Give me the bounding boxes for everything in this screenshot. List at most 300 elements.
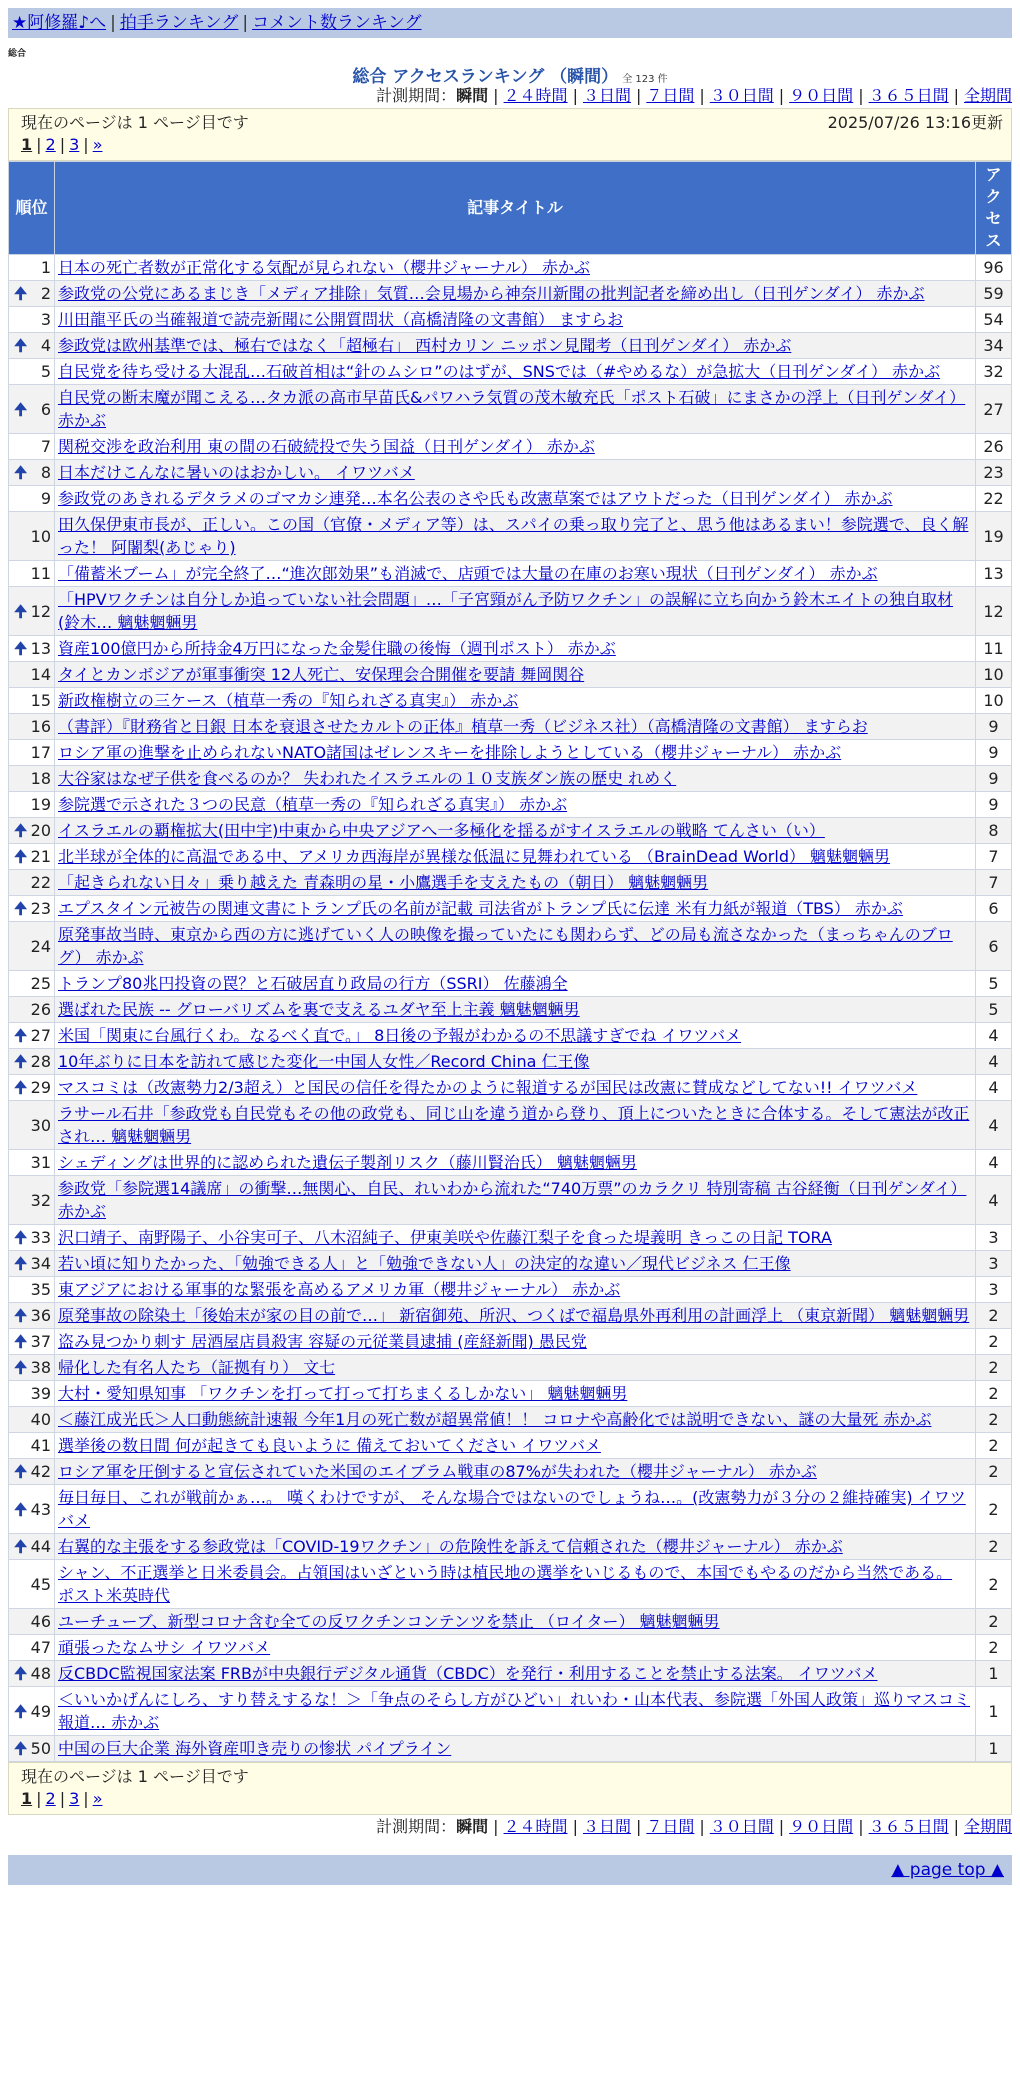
table-row xyxy=(9,792,1012,818)
rank-up-arrow-icon: 🠉 xyxy=(14,1739,28,1758)
rank-cell xyxy=(9,434,55,460)
page-info-text: 現在のページは 1 ページ目です xyxy=(21,113,249,132)
page-separator: | xyxy=(59,1789,66,1808)
rank-up-arrow-icon: 🠉 xyxy=(14,899,28,918)
table-row xyxy=(9,1485,1012,1534)
period-separator: | xyxy=(572,86,578,105)
access-count: 9 xyxy=(976,792,1012,818)
table-row xyxy=(9,486,1012,512)
rank-cell xyxy=(9,587,55,636)
rank-number: 16 xyxy=(30,717,51,736)
rank-number: 17 xyxy=(30,743,51,762)
article-title-link[interactable]: 自民党を待ち受ける大混乱…石破首相は“針のムシロ”のはずが、SNSでは（#やめるな）が急拡大（日刊ゲンダイ） 赤かぶ xyxy=(58,362,941,381)
table-row xyxy=(9,1560,1012,1609)
rank-up-arrow-icon: 🠉 xyxy=(14,1537,28,1556)
rank-number: 44 xyxy=(30,1537,51,1556)
title-cell xyxy=(55,1635,976,1661)
article-title-link[interactable]: エプスタイン元被告の関連文書にトランプ氏の名前が記載 司法省がトランプ氏に伝達 米有力紙が報道（TBS） 赤かぶ xyxy=(58,899,903,918)
rank-up-arrow-icon: 🠉 xyxy=(14,1026,28,1045)
article-title-link[interactable]: 頑張ったなムサシ イワツバメ xyxy=(58,1638,271,1657)
access-count: 2 xyxy=(976,1635,1012,1661)
rank-number: 33 xyxy=(30,1228,51,1247)
period-link-6[interactable]: ３６５日間 xyxy=(868,86,949,105)
period-link-1[interactable]: ２４時間 xyxy=(503,86,568,105)
title-cell xyxy=(55,1661,976,1687)
period-link-7[interactable]: 全期間 xyxy=(963,86,1012,105)
rank-cell xyxy=(9,870,55,896)
table-row xyxy=(9,1661,1012,1687)
access-count: 9 xyxy=(976,740,1012,766)
period-link-4[interactable]: ３０日間 xyxy=(709,1817,774,1836)
article-title-link[interactable]: マスコミは（改憲勢力2/3超え）と国民の信任を得たかのように報道するが国民は改憲に賛成などしてない!! イワツバメ xyxy=(58,1078,918,1097)
title-cell xyxy=(55,714,976,740)
rank-number: 4 xyxy=(40,336,51,355)
access-count: 54 xyxy=(976,307,1012,333)
total-count: 全 123 件 xyxy=(622,74,668,85)
title-cell xyxy=(55,688,976,714)
pagination-box-bottom xyxy=(8,1762,1012,1815)
period-link-4[interactable]: ３０日間 xyxy=(709,86,774,105)
period-separator: | xyxy=(953,1817,959,1836)
page-link-1[interactable]: 2 xyxy=(45,1789,56,1808)
rank-up-arrow-icon: 🠉 xyxy=(14,1228,28,1247)
rank-up-arrow-icon: 🠉 xyxy=(14,1499,28,1519)
period-current: 瞬間 xyxy=(456,1817,489,1836)
rank-cell xyxy=(9,333,55,359)
access-count: 27 xyxy=(976,385,1012,434)
title-cell xyxy=(55,971,976,997)
title-cell xyxy=(55,1150,976,1176)
access-count: 2 xyxy=(976,1381,1012,1407)
article-title-link[interactable]: 米国「関東に台風行くわ。なるべく直で。」 8日後の予報がわかるの不思議すぎでね イワツバメ xyxy=(58,1026,742,1045)
rank-cell xyxy=(9,1661,55,1687)
rank-cell xyxy=(9,1225,55,1251)
article-title-link[interactable]: 参政党は欧州基準では、極右ではなく「超極右」 西村カリン ニッポン見聞考（日刊ゲンダイ） 赤かぶ xyxy=(58,336,792,355)
rank-number: 26 xyxy=(30,1000,51,1019)
access-count: 7 xyxy=(976,844,1012,870)
rank-up-arrow-icon: 🠉 xyxy=(14,1332,28,1351)
title-cell xyxy=(55,359,976,385)
access-count: 1 xyxy=(976,1736,1012,1762)
period-link-7[interactable]: 全期間 xyxy=(963,1817,1012,1836)
article-title-link[interactable]: 参院選で示された３つの民意（植草一秀の『知られざる真実』） 赤かぶ xyxy=(58,795,568,814)
access-count: 23 xyxy=(976,460,1012,486)
access-count: 9 xyxy=(976,714,1012,740)
table-row xyxy=(9,1433,1012,1459)
access-count: 5 xyxy=(976,997,1012,1023)
rank-number: 8 xyxy=(40,463,51,482)
access-count: 1 xyxy=(976,1687,1012,1736)
rank-number: 36 xyxy=(30,1306,51,1325)
rank-cell xyxy=(9,1736,55,1762)
period-link-3[interactable]: ７日間 xyxy=(646,86,695,105)
rank-number: 23 xyxy=(30,899,51,918)
rank-up-arrow-icon: 🠉 xyxy=(14,1462,28,1481)
title-cell xyxy=(55,1176,976,1225)
table-row xyxy=(9,307,1012,333)
period-current: 瞬間 xyxy=(456,86,489,105)
period-link-3[interactable]: ７日間 xyxy=(646,1817,695,1836)
table-row xyxy=(9,1251,1012,1277)
access-count: 34 xyxy=(976,333,1012,359)
article-title-link[interactable]: ＜いいかげんにしろ、すり替えするな！＞「争点のそらし方がひどい」れいわ・山本代表、参院選「外国人政策」巡りマスコミ報道… 赤かぶ xyxy=(58,1690,971,1732)
table-row xyxy=(9,1303,1012,1329)
period-link-2[interactable]: ３日間 xyxy=(582,1817,631,1836)
rank-cell xyxy=(9,740,55,766)
period-separator: | xyxy=(778,86,785,105)
title-cell xyxy=(55,1277,976,1303)
period-separator: | xyxy=(635,86,642,105)
article-title-link[interactable]: ロシア軍を圧倒すると宣伝されていた米国のエイブラム戦車の87%が失われた（櫻井ジャーナル） 赤かぶ xyxy=(58,1462,817,1481)
access-count: 3 xyxy=(976,1225,1012,1251)
access-count: 2 xyxy=(976,1329,1012,1355)
table-row xyxy=(9,359,1012,385)
article-title-link[interactable]: ラサール石井「参政党も自民党もその他の政党も、同じ山を違う道から登り、頂上についたときに合体する。そして憲法が改正され… 魑魅魍魎男 xyxy=(58,1104,970,1146)
table-row xyxy=(9,662,1012,688)
table-row xyxy=(9,512,1012,561)
title-cell xyxy=(55,792,976,818)
period-separator: | xyxy=(493,86,499,105)
period-label: 計測期間： xyxy=(376,1817,457,1836)
table-row xyxy=(9,1736,1012,1762)
rank-cell xyxy=(9,1560,55,1609)
rank-number: 11 xyxy=(30,564,51,583)
article-title-link[interactable]: 川田龍平氏の当確報道で読売新聞に公開質問状（高橋清隆の文書館） ますらお xyxy=(58,310,624,329)
article-title-link[interactable]: 「備蓄米ブーム」が完全終了…“進次郎効果”も消滅で、店頭では大量の在庫のお寒い現状（日刊ゲンダイ） 赤かぶ xyxy=(58,564,878,583)
page-current: 1 xyxy=(21,1789,33,1808)
access-count: 96 xyxy=(976,255,1012,281)
access-count: 6 xyxy=(976,922,1012,971)
rank-cell xyxy=(9,792,55,818)
article-title-link[interactable]: 原発事故の除染土「後始末が家の目の前で…」 新宿御苑、所沢、つくばで福島県外再利用の計画浮上 （東京新聞） 魑魅魍魎男 xyxy=(58,1306,970,1325)
ranking-table xyxy=(8,161,1012,1762)
table-row xyxy=(9,766,1012,792)
table-row xyxy=(9,1407,1012,1433)
rank-up-arrow-icon: 🠉 xyxy=(14,1052,28,1071)
rank-up-arrow-icon: 🠉 xyxy=(14,847,28,866)
table-row xyxy=(9,1101,1012,1150)
rank-cell xyxy=(9,1023,55,1049)
rank-number: 31 xyxy=(30,1153,51,1172)
period-separator: | xyxy=(493,1817,499,1836)
access-count: 9 xyxy=(976,766,1012,792)
period-link-1[interactable]: ２４時間 xyxy=(503,1817,568,1836)
period-separator: | xyxy=(953,86,959,105)
article-title-link[interactable]: 原発事故当時、東京から西の方に逃げていく人の映像を撮っていたにも関わらず、どの局も流さなかった（まっちゃんのブログ） 赤かぶ xyxy=(58,925,953,967)
title-cell xyxy=(55,385,976,434)
nav-separator: | xyxy=(242,13,249,33)
title-cell xyxy=(55,740,976,766)
article-title-link[interactable]: 毎日毎日、これが戦前かぁ…。 嘆くわけですが、 そんな場合ではないのでしょうね…。(改憲勢力が３分の２維持確実) イワツバメ xyxy=(58,1488,966,1530)
access-count: 13 xyxy=(976,561,1012,587)
article-title-link[interactable]: 北半球が全体的に高温である中、アメリカ西海岸が異様な低温に見舞われている （BrainDead World） 魑魅魍魎男 xyxy=(58,847,891,866)
page-separator: | xyxy=(36,1789,42,1808)
rank-cell xyxy=(9,1407,55,1433)
article-title-link[interactable]: 日本だけこんなに暑いのはおかしい。 イワツバメ xyxy=(58,463,415,482)
access-count: 3 xyxy=(976,1251,1012,1277)
rank-cell xyxy=(9,561,55,587)
article-title-link[interactable]: トランプ80兆円投資の罠？と石破居直り政局の行方（SSRI） 佐藤鴻全 xyxy=(58,974,568,993)
article-title-link[interactable]: （書評）『財務省と日銀 日本を衰退させたカルトの正体』植草一秀（ビジネス社）（高橋清隆の文書館） ますらお xyxy=(58,717,868,736)
table-row xyxy=(9,561,1012,587)
rank-cell xyxy=(9,1609,55,1635)
rank-up-arrow-icon: 🠉 xyxy=(14,1664,28,1683)
rank-number: 34 xyxy=(30,1254,51,1273)
article-title-link[interactable]: 選ばれた民族 -- グローバリズムを裏で支えるユダヤ至上主義 魑魅魍魎男 xyxy=(58,1000,580,1019)
table-row xyxy=(9,971,1012,997)
table-row xyxy=(9,714,1012,740)
article-title-link[interactable]: ロシア軍の進撃を止められないNATO諸国はゼレンスキーを排除しようとしている（櫻井ジャーナル） 赤かぶ xyxy=(58,743,842,762)
article-title-link[interactable]: 田久保伊東市長が、正しい。この国（官僚・メディア等）は、スパイの乗っ取り完了と、思う他はあるまい！参院選で、良く解った！ 阿闍梨(あじゃり) xyxy=(58,515,969,557)
rank-number: 12 xyxy=(30,601,51,621)
rank-number: 41 xyxy=(30,1436,51,1455)
asyura-home-link[interactable]: ★阿修羅♪へ xyxy=(12,13,107,33)
table-row xyxy=(9,1534,1012,1560)
article-title-link[interactable]: 若い頃に知りたかった、「勉強できる人」と「勉強できない人」の決定的な違い／現代ビジネス 仁王像 xyxy=(58,1254,791,1273)
rank-cell xyxy=(9,662,55,688)
article-title-link[interactable]: 大村・愛知県知事 「ワクチンを打って打って打ちまくるしかない」 魑魅魍魎男 xyxy=(58,1384,628,1403)
title-cell xyxy=(55,587,976,636)
article-title-link[interactable]: ＜藤江成光氏＞人口動態統計速報 今年1月の死亡数が超異常値！！ コロナや高齢化では説明できない、謎の大量死 赤かぶ xyxy=(58,1410,932,1429)
article-title-link[interactable]: 参政党「参院選14議席」の衝撃…無関心、自民、れいわから流れた“740万票”のカラクリ 特別寄稿 古谷経衡（日刊ゲンダイ） 赤かぶ xyxy=(58,1179,967,1221)
table-row xyxy=(9,1075,1012,1101)
article-title-link[interactable]: 沢口靖子、南野陽子、小谷実可子、八木沼純子、伊東美咲や佐藤江梨子を食った堤義明 きっこの日記 TORA xyxy=(58,1228,832,1247)
clap-ranking-link[interactable]: 拍手ランキング xyxy=(119,13,239,33)
rank-number: 14 xyxy=(30,665,51,684)
article-title-link[interactable]: 反CBDC監視国家法案 FRBが中央銀行デジタル通貨（CBDC）を発行・利用することを禁止する法案。 イワツバメ xyxy=(58,1664,878,1683)
page-info-line xyxy=(21,112,1003,134)
rank-cell xyxy=(9,714,55,740)
table-row xyxy=(9,1381,1012,1407)
rank-cell xyxy=(9,255,55,281)
page-link-3[interactable]: » xyxy=(92,135,103,154)
rank-number: 22 xyxy=(30,873,51,892)
article-title-link[interactable]: 関税交渉を政治利用 東の間の石破続投で失う国益（日刊ゲンダイ） 赤かぶ xyxy=(58,437,595,456)
rank-up-arrow-icon: 🠉 xyxy=(14,1254,28,1273)
article-title-link[interactable]: ユーチューブ、新型コロナ含む全ての反ワクチンコンテンツを禁止 （ロイター） 魑魅魍魎男 xyxy=(58,1612,720,1631)
title-cell xyxy=(55,486,976,512)
table-header-row xyxy=(9,162,1012,255)
access-count: 10 xyxy=(976,662,1012,688)
table-row xyxy=(9,688,1012,714)
article-title-link[interactable]: タイとカンボジアが軍事衝突 12人死亡、安保理会合開催を要請 舞岡関谷 xyxy=(58,665,585,684)
footer-bar xyxy=(8,1855,1012,1885)
rank-number: 9 xyxy=(40,489,51,508)
title-cell xyxy=(55,1075,976,1101)
rank-number: 50 xyxy=(30,1739,51,1758)
article-title-link[interactable]: 資産100億円から所持金4万円になった金髪住職の後悔（週刊ポスト） 赤かぶ xyxy=(58,639,616,658)
table-row xyxy=(9,1687,1012,1736)
title-cell xyxy=(55,1049,976,1075)
page-link-3[interactable]: » xyxy=(92,1789,103,1808)
access-count: 2 xyxy=(976,1485,1012,1534)
article-title-link[interactable]: 「HPVワクチンは自分しか追っていない社会問題」…「子宮頸がん予防ワクチン」の誤解に立ち向かう鈴木エイトの独自取材(鈴木… 魑魅魍魎男 xyxy=(58,590,954,632)
access-count: 4 xyxy=(976,1049,1012,1075)
rank-cell xyxy=(9,688,55,714)
article-title-link[interactable]: 参政党のあきれるデタラメのゴマカシ連発…本名公表のさや氏も改憲草案ではアウトだった（日刊ゲンダイ） 赤かぶ xyxy=(58,489,893,508)
article-title-link[interactable]: 帰化した有名人たち（証拠有り） 文七 xyxy=(58,1358,336,1377)
rank-number: 3 xyxy=(40,310,51,329)
rank-cell xyxy=(9,636,55,662)
period-link-5[interactable]: ９０日間 xyxy=(789,1817,854,1836)
title-cell xyxy=(55,896,976,922)
access-count: 6 xyxy=(976,896,1012,922)
rank-number: 30 xyxy=(30,1115,51,1135)
rank-cell xyxy=(9,818,55,844)
rank-number: 45 xyxy=(30,1574,51,1594)
page-link-2[interactable]: 3 xyxy=(69,1789,80,1808)
access-count: 32 xyxy=(976,359,1012,385)
article-title-link[interactable]: 「起きられない日々」乗り越えた 青森明の星・小鷹選手を支えたもの（朝日） 魑魅魍魎男 xyxy=(58,873,709,892)
period-separator: | xyxy=(858,86,864,105)
rank-cell xyxy=(9,1049,55,1075)
rank-cell xyxy=(9,766,55,792)
table-row xyxy=(9,1225,1012,1251)
title-cell xyxy=(55,1225,976,1251)
rank-cell xyxy=(9,1381,55,1407)
rank-number: 29 xyxy=(30,1078,51,1097)
title-cell xyxy=(55,1101,976,1150)
rank-number: 5 xyxy=(40,362,51,381)
updated-time: 2025/07/26 13:16更新 xyxy=(827,113,1003,132)
table-row xyxy=(9,997,1012,1023)
rank-number: 35 xyxy=(30,1280,51,1299)
article-title-link[interactable]: 10年ぶりに日本を訪れて感じた変化一中国人女性／Record China 仁王像 xyxy=(58,1052,590,1071)
article-title-link[interactable]: シェディングは世界的に認められた遺伝子製剤リスク（藤川賢治氏） 魑魅魍魎男 xyxy=(58,1153,637,1172)
rank-up-arrow-icon: 🠉 xyxy=(14,821,28,840)
page-separator: | xyxy=(83,1789,89,1808)
period-separator: | xyxy=(858,1817,864,1836)
rank-cell xyxy=(9,844,55,870)
title-cell xyxy=(55,1560,976,1609)
rank-number: 6 xyxy=(40,399,51,419)
rank-cell xyxy=(9,1101,55,1150)
article-title-link[interactable]: 中国の巨大企業 海外資産叩き売りの惨状 パイプライン xyxy=(58,1739,452,1758)
title-cell xyxy=(55,1381,976,1407)
rank-cell xyxy=(9,1534,55,1560)
rank-number: 28 xyxy=(30,1052,51,1071)
rank-up-arrow-icon: 🠉 xyxy=(14,463,28,482)
rank-number: 20 xyxy=(30,821,51,840)
table-row xyxy=(9,333,1012,359)
access-count: 2 xyxy=(976,1534,1012,1560)
col-access-header: アクセス xyxy=(976,162,1012,255)
table-row xyxy=(9,460,1012,486)
rank-cell xyxy=(9,1355,55,1381)
rank-number: 7 xyxy=(40,437,51,456)
rank-up-arrow-icon: 🠉 xyxy=(14,1306,28,1325)
comment-ranking-link[interactable]: コメント数ランキング xyxy=(252,13,422,33)
period-separator: | xyxy=(572,1817,578,1836)
period-separator: | xyxy=(778,1817,785,1836)
title-cell xyxy=(55,870,976,896)
article-title-link[interactable]: 自民党の断末魔が聞こえる…タカ派の高市早苗氏&パワハラ気質の茂木敏充氏「ポスト石破」にまさかの浮上（日刊ゲンダイ） 赤かぶ xyxy=(58,388,966,430)
access-count: 12 xyxy=(976,587,1012,636)
rank-cell xyxy=(9,281,55,307)
title-cell xyxy=(55,1023,976,1049)
rank-cell xyxy=(9,1176,55,1225)
access-count: 3 xyxy=(976,1277,1012,1303)
rank-cell xyxy=(9,1303,55,1329)
title-cell xyxy=(55,561,976,587)
title-cell xyxy=(55,1251,976,1277)
access-count: 4 xyxy=(976,1023,1012,1049)
page-title-row xyxy=(8,62,1012,87)
rank-up-arrow-icon: 🠉 xyxy=(14,1078,28,1097)
title-cell xyxy=(55,766,976,792)
table-row xyxy=(9,636,1012,662)
rank-number: 37 xyxy=(30,1332,51,1351)
access-count: 2 xyxy=(976,1407,1012,1433)
table-row xyxy=(9,1635,1012,1661)
col-title-header: 記事タイトル xyxy=(55,162,976,255)
period-link-5[interactable]: ９０日間 xyxy=(789,86,854,105)
access-count: 4 xyxy=(976,1150,1012,1176)
article-title-link[interactable]: シャン、不正選挙と日米委員会。占領国はいざという時は植民地の選挙をいじるもので、本国でもやるのだから当然である。 ポスト米英時代 xyxy=(58,1563,953,1605)
article-title-link[interactable]: 日本の死亡者数が正常化する気配が見られない（櫻井ジャーナル） 赤かぶ xyxy=(58,258,590,277)
table-row xyxy=(9,844,1012,870)
title-cell xyxy=(55,1329,976,1355)
article-title-link[interactable]: 大谷家はなぜ子供を食べるのか？ 失われたイスラエルの１０支族ダン族の歴史 れめく xyxy=(58,769,677,788)
page-top-link[interactable]: ▲ page top ▲ xyxy=(891,1860,1004,1880)
access-count: 2 xyxy=(976,1355,1012,1381)
access-count: 2 xyxy=(976,1433,1012,1459)
rank-number: 24 xyxy=(30,936,51,956)
page-separator: | xyxy=(36,135,42,154)
period-link-6[interactable]: ３６５日間 xyxy=(868,1817,949,1836)
table-row xyxy=(9,1609,1012,1635)
period-separator: | xyxy=(699,86,705,105)
site-label: 総合 xyxy=(8,49,27,59)
rank-cell xyxy=(9,1687,55,1736)
table-row xyxy=(9,1049,1012,1075)
article-title-link[interactable]: 選挙後の数日間 何が起きても良いように 備えておいてください イワツバメ xyxy=(58,1436,601,1455)
table-row xyxy=(9,1277,1012,1303)
access-count: 10 xyxy=(976,688,1012,714)
period-link-2[interactable]: ３日間 xyxy=(582,86,631,105)
table-row xyxy=(9,434,1012,460)
table-row xyxy=(9,1176,1012,1225)
access-count: 2 xyxy=(976,1303,1012,1329)
rank-cell xyxy=(9,460,55,486)
access-count: 22 xyxy=(976,486,1012,512)
page-separator: | xyxy=(83,135,89,154)
rank-number: 46 xyxy=(30,1612,51,1631)
rank-number: 18 xyxy=(30,769,51,788)
page-link-1[interactable]: 2 xyxy=(45,135,56,154)
article-title-link[interactable]: 新政権樹立の三ケース（植草一秀の『知られざる真実』） 赤かぶ xyxy=(58,691,519,710)
table-row xyxy=(9,281,1012,307)
rank-number: 25 xyxy=(30,974,51,993)
article-title-link[interactable]: 東アジアにおける軍事的な緊張を高めるアメリカ軍（櫻井ジャーナル） 赤かぶ xyxy=(58,1280,621,1299)
period-separator: | xyxy=(699,1817,705,1836)
table-row xyxy=(9,1023,1012,1049)
rank-cell xyxy=(9,922,55,971)
article-title-link[interactable]: 盗み見つかり刺す 居酒屋店員殺害 容疑の元従業員逮捕 (産経新聞) 愚民党 xyxy=(58,1332,587,1351)
title-cell xyxy=(55,1736,976,1762)
page-title: 総合 アクセスランキング （瞬間） xyxy=(352,67,619,87)
access-count: 11 xyxy=(976,636,1012,662)
rank-number: 38 xyxy=(30,1358,51,1377)
article-title-link[interactable]: 参政党の公党にあるまじき「メディア排除」気質…会見場から神奈川新聞の批判記者を締め出し（日刊ゲンダイ） 赤かぶ xyxy=(58,284,925,303)
access-count: 1 xyxy=(976,1661,1012,1687)
table-row xyxy=(9,740,1012,766)
page-links xyxy=(21,134,1003,156)
article-title-link[interactable]: 右翼的な主張をする参政党は「COVID-19ワクチン」の危険性を訴えて信頼された（櫻井ジャーナル） 赤かぶ xyxy=(58,1537,843,1556)
rank-cell xyxy=(9,1075,55,1101)
page-link-2[interactable]: 3 xyxy=(69,135,80,154)
article-title-link[interactable]: イスラエルの覇権拡大(田中宇)中東から中央アジアへ一多極化を揺るがすイスラエルの戦略 てんさい（い） xyxy=(58,821,825,840)
